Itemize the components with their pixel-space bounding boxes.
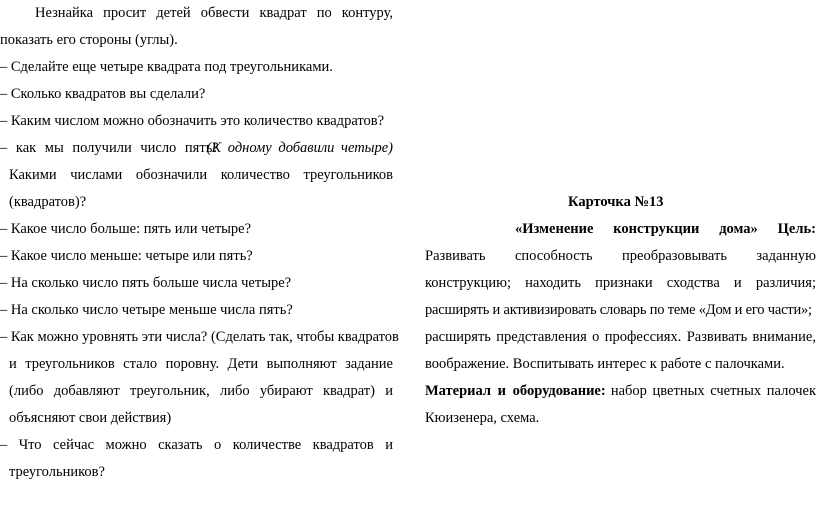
text-line: – Какое число меньше: четыре или пять? bbox=[0, 248, 253, 264]
text-line: – На сколько число пять больше числа четыре? bbox=[0, 275, 292, 291]
text-line: Кюизенера, схема. bbox=[425, 410, 540, 426]
materials-text: набор цветных счетных палочек bbox=[610, 383, 816, 399]
question-text: – как мы получили число пять? bbox=[0, 140, 219, 156]
text-line: треугольников? bbox=[9, 464, 105, 480]
text-line: – На сколько число четыре меньше числа пять? bbox=[0, 302, 293, 318]
text-line: – Какое число больше: пять или четыре? bbox=[0, 221, 252, 237]
materials-label: Материал и оборудование: bbox=[425, 383, 606, 399]
card-topic-and-goal: «Изменение конструкции дома» Цель: bbox=[515, 221, 816, 237]
text-line: воображение. Воспитывать интерес к работе с палочками. bbox=[425, 356, 785, 372]
text-line: расширять представления о профессиях. Развивать внимание, bbox=[425, 329, 816, 345]
text-line: Развивать способность преобразовывать заданную bbox=[425, 248, 816, 264]
text-line: – Каким числом можно обозначить это количество квадратов? bbox=[0, 113, 385, 129]
text-line: объясняют свои действия) bbox=[9, 410, 172, 426]
text-line: Какими числами обозначили количество треугольников bbox=[9, 167, 393, 183]
text-line: (либо добавляют треугольник, либо убирают квадрат) и bbox=[9, 383, 393, 399]
text-line: показать его стороны (углы). bbox=[0, 32, 178, 48]
text-line: расширять и активизировать словарь по теме «Дом и его части»; bbox=[425, 302, 812, 318]
text-line: Незнайка просит детей обвести квадрат по контуру, bbox=[35, 5, 393, 21]
italic-answer: (К одному добавили четыре) bbox=[206, 140, 393, 156]
text-line: – Сделайте еще четыре квадрата под треугольниками. bbox=[0, 59, 333, 75]
text-line: конструкцию; находить признаки сходства и различия; bbox=[425, 275, 816, 291]
text-line: – Сколько квадратов вы сделали? bbox=[0, 86, 206, 102]
text-line: – Как можно уровнять эти числа? (Сделать так, чтобы квадратов bbox=[0, 329, 399, 345]
text-line: и треугольников стало поровну. Дети выполняют задание bbox=[9, 356, 393, 372]
text-line: – Что сейчас можно сказать о количестве квадратов и bbox=[0, 437, 393, 453]
text-line: (квадратов)? bbox=[9, 194, 87, 210]
card-title: Карточка №13 bbox=[568, 194, 664, 210]
